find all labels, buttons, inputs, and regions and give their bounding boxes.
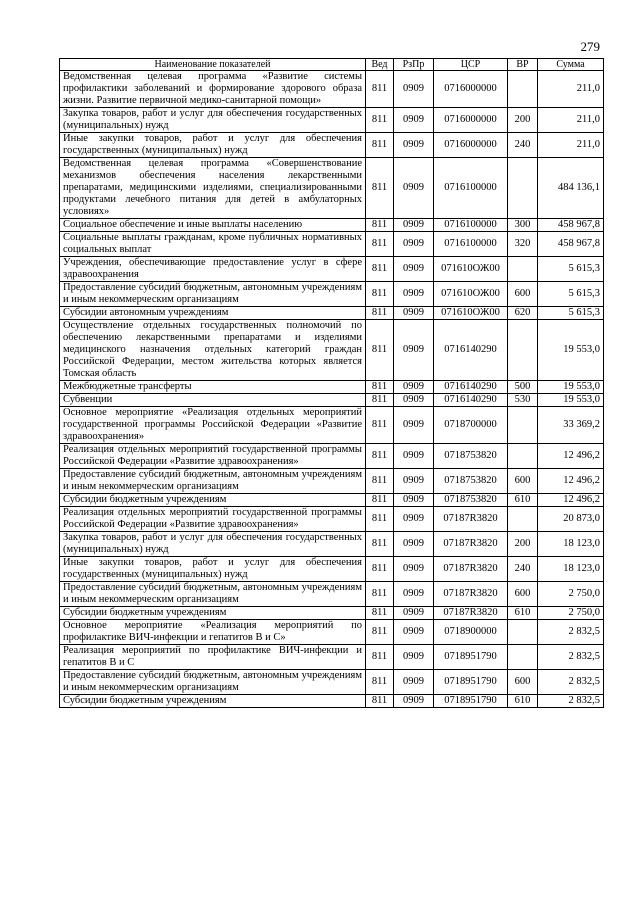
cell-ved: 811 (366, 645, 394, 670)
cell-rzpr: 0909 (394, 219, 434, 232)
cell-sum: 5 615,3 (538, 257, 604, 282)
table-row (60, 469, 604, 494)
table-row (60, 607, 604, 620)
cell-sum: 5 615,3 (538, 307, 604, 320)
cell-csr: 0716140290 (434, 381, 508, 394)
cell-ved: 811 (366, 394, 394, 407)
cell-ved: 811 (366, 670, 394, 695)
cell-name: Субвенции (60, 394, 366, 407)
cell-name: Иные закупки товаров, работ и услуг для обеспечения государственных (муниципальных) нужд (60, 557, 366, 582)
cell-csr: 0718951790 (434, 645, 508, 670)
cell-name: Субсидии бюджетным учреждениям (60, 695, 366, 708)
cell-name: Социальное обеспечение и иные выплаты населению (60, 219, 366, 232)
cell-vr: 200 (508, 108, 538, 133)
table-row (60, 494, 604, 507)
cell-vr: 530 (508, 394, 538, 407)
cell-sum: 458 967,8 (538, 219, 604, 232)
cell-rzpr: 0909 (394, 282, 434, 307)
table-row (60, 670, 604, 695)
header-rzpr: РзПр (394, 59, 434, 71)
cell-vr: 600 (508, 670, 538, 695)
cell-sum: 19 553,0 (538, 381, 604, 394)
cell-csr: 0716100000 (434, 232, 508, 257)
header-csr: ЦСР (434, 59, 508, 71)
cell-ved: 811 (366, 444, 394, 469)
cell-sum: 33 369,2 (538, 407, 604, 444)
cell-rzpr: 0909 (394, 407, 434, 444)
cell-ved: 811 (366, 219, 394, 232)
cell-name: Реализация отдельных мероприятий государственной программы Российской Федерации «Развитие здравоохранения» (60, 507, 366, 532)
cell-csr: 071610ОЖ00 (434, 307, 508, 320)
cell-csr: 071610ОЖ00 (434, 257, 508, 282)
cell-ved: 811 (366, 282, 394, 307)
table-row (60, 320, 604, 381)
table-header-row (60, 59, 604, 71)
cell-vr (508, 645, 538, 670)
cell-name: Предоставление субсидий бюджетным, автономным учреждениям и иным некоммерческим организациям (60, 582, 366, 607)
cell-ved: 811 (366, 469, 394, 494)
table-row (60, 645, 604, 670)
cell-ved: 811 (366, 695, 394, 708)
table-row (60, 407, 604, 444)
table-row (60, 532, 604, 557)
cell-rzpr: 0909 (394, 232, 434, 257)
cell-sum: 18 123,0 (538, 532, 604, 557)
cell-sum: 19 553,0 (538, 320, 604, 381)
cell-csr: 0718900000 (434, 620, 508, 645)
cell-ved: 811 (366, 133, 394, 158)
cell-sum: 12 496,2 (538, 469, 604, 494)
table-row (60, 381, 604, 394)
table-row (60, 695, 604, 708)
cell-csr: 07187R3820 (434, 532, 508, 557)
cell-csr: 0716100000 (434, 158, 508, 219)
cell-rzpr: 0909 (394, 582, 434, 607)
cell-rzpr: 0909 (394, 469, 434, 494)
table-row (60, 507, 604, 532)
cell-name: Субсидии бюджетным учреждениям (60, 607, 366, 620)
cell-sum: 2 832,5 (538, 670, 604, 695)
cell-csr: 0718951790 (434, 695, 508, 708)
cell-ved: 811 (366, 620, 394, 645)
header-sum: Сумма (538, 59, 604, 71)
cell-vr: 620 (508, 307, 538, 320)
cell-name: Предоставление субсидий бюджетным, автономным учреждениям и иным некоммерческим организациям (60, 670, 366, 695)
cell-ved: 811 (366, 507, 394, 532)
cell-vr (508, 507, 538, 532)
cell-rzpr: 0909 (394, 257, 434, 282)
cell-vr (508, 444, 538, 469)
cell-rzpr: 0909 (394, 307, 434, 320)
cell-name: Осуществление отдельных государственных полномочий по обеспечению лекарственными препаратами и изделиями медицинского назначения отдельных категорий граждан Российской Федерации, местом жительства которых является Томская область (60, 320, 366, 381)
cell-rzpr: 0909 (394, 381, 434, 394)
budget-table (59, 58, 604, 708)
cell-rzpr: 0909 (394, 494, 434, 507)
cell-sum: 2 750,0 (538, 607, 604, 620)
table-row (60, 133, 604, 158)
table-row (60, 108, 604, 133)
cell-rzpr: 0909 (394, 670, 434, 695)
cell-rzpr: 0909 (394, 507, 434, 532)
cell-csr: 0716000000 (434, 108, 508, 133)
cell-sum: 458 967,8 (538, 232, 604, 257)
cell-vr: 300 (508, 219, 538, 232)
cell-sum: 12 496,2 (538, 444, 604, 469)
cell-ved: 811 (366, 557, 394, 582)
table-row (60, 620, 604, 645)
cell-sum: 2 832,5 (538, 620, 604, 645)
cell-vr (508, 71, 538, 108)
cell-sum: 2 832,5 (538, 645, 604, 670)
cell-vr (508, 158, 538, 219)
cell-sum: 18 123,0 (538, 557, 604, 582)
cell-vr: 610 (508, 695, 538, 708)
cell-vr: 500 (508, 381, 538, 394)
cell-csr: 0716100000 (434, 219, 508, 232)
cell-sum: 2 750,0 (538, 582, 604, 607)
cell-ved: 811 (366, 320, 394, 381)
cell-csr: 071610ОЖ00 (434, 282, 508, 307)
cell-vr: 600 (508, 282, 538, 307)
cell-vr (508, 620, 538, 645)
cell-ved: 811 (366, 407, 394, 444)
cell-vr: 610 (508, 494, 538, 507)
cell-ved: 811 (366, 71, 394, 108)
table-row (60, 257, 604, 282)
cell-csr: 0718753820 (434, 444, 508, 469)
cell-csr: 0716000000 (434, 71, 508, 108)
cell-rzpr: 0909 (394, 71, 434, 108)
table-row (60, 394, 604, 407)
cell-csr: 0718753820 (434, 469, 508, 494)
cell-ved: 811 (366, 257, 394, 282)
cell-ved: 811 (366, 381, 394, 394)
cell-csr: 0718753820 (434, 494, 508, 507)
cell-csr: 0716140290 (434, 320, 508, 381)
cell-name: Закупка товаров, работ и услуг для обеспечения государственных (муниципальных) нужд (60, 108, 366, 133)
cell-name: Реализация отдельных мероприятий государственной программы Российской Федерации «Развитие здравоохранения» (60, 444, 366, 469)
cell-rzpr: 0909 (394, 158, 434, 219)
cell-name: Основное мероприятие «Реализация отдельных мероприятий государственной программы Российской Федерации «Развитие здравоохранения» (60, 407, 366, 444)
cell-sum: 5 615,3 (538, 282, 604, 307)
cell-name: Учреждения, обеспечивающие предоставление услуг в сфере здравоохранения (60, 257, 366, 282)
cell-name: Иные закупки товаров, работ и услуг для обеспечения государственных (муниципальных) нужд (60, 133, 366, 158)
cell-rzpr: 0909 (394, 320, 434, 381)
table-row (60, 232, 604, 257)
cell-name: Ведомственная целевая программа «Совершенствование механизмов обеспечения населения лекарственными препаратами, медицинскими изделиями, специализированными продуктами лечебного питания для детей в амбулаторных условиях» (60, 158, 366, 219)
cell-vr: 600 (508, 469, 538, 494)
header-vr: ВР (508, 59, 538, 71)
cell-csr: 07187R3820 (434, 557, 508, 582)
cell-name: Основное мероприятие «Реализация мероприятий по профилактике ВИЧ-инфекции и гепатитов В и С» (60, 620, 366, 645)
table-row (60, 71, 604, 108)
cell-name: Предоставление субсидий бюджетным, автономным учреждениям и иным некоммерческим организациям (60, 282, 366, 307)
cell-sum: 19 553,0 (538, 394, 604, 407)
cell-name: Ведомственная целевая программа «Развитие системы профилактики заболеваний и формирование здорового образа жизни. Развитие первичной медико-санитарной помощи» (60, 71, 366, 108)
cell-rzpr: 0909 (394, 645, 434, 670)
cell-rzpr: 0909 (394, 532, 434, 557)
cell-ved: 811 (366, 307, 394, 320)
table-row (60, 557, 604, 582)
cell-csr: 07187R3820 (434, 507, 508, 532)
cell-csr: 07187R3820 (434, 582, 508, 607)
cell-sum: 211,0 (538, 71, 604, 108)
cell-vr: 200 (508, 532, 538, 557)
cell-sum: 484 136,1 (538, 158, 604, 219)
cell-csr: 0716000000 (434, 133, 508, 158)
cell-name: Предоставление субсидий бюджетным, автономным учреждениям и иным некоммерческим организациям (60, 469, 366, 494)
cell-vr: 320 (508, 232, 538, 257)
cell-rzpr: 0909 (394, 607, 434, 620)
cell-vr (508, 320, 538, 381)
cell-sum: 211,0 (538, 108, 604, 133)
cell-rzpr: 0909 (394, 695, 434, 708)
cell-name: Закупка товаров, работ и услуг для обеспечения государственных (муниципальных) нужд (60, 532, 366, 557)
cell-rzpr: 0909 (394, 108, 434, 133)
cell-name: Реализация мероприятий по профилактике ВИЧ-инфекции и гепатитов В и С (60, 645, 366, 670)
cell-csr: 0718951790 (434, 670, 508, 695)
table-row (60, 582, 604, 607)
cell-rzpr: 0909 (394, 133, 434, 158)
cell-sum: 2 832,5 (538, 695, 604, 708)
cell-rzpr: 0909 (394, 557, 434, 582)
cell-rzpr: 0909 (394, 394, 434, 407)
page-number: 279 (580, 39, 600, 54)
cell-vr (508, 407, 538, 444)
cell-csr: 0716140290 (434, 394, 508, 407)
cell-sum: 20 873,0 (538, 507, 604, 532)
cell-vr (508, 257, 538, 282)
table-row (60, 158, 604, 219)
cell-vr: 610 (508, 607, 538, 620)
cell-ved: 811 (366, 582, 394, 607)
cell-name: Субсидии бюджетным учреждениям (60, 494, 366, 507)
cell-vr: 240 (508, 557, 538, 582)
cell-ved: 811 (366, 158, 394, 219)
cell-sum: 211,0 (538, 133, 604, 158)
cell-ved: 811 (366, 108, 394, 133)
cell-ved: 811 (366, 607, 394, 620)
cell-ved: 811 (366, 232, 394, 257)
cell-name: Субсидии автономным учреждениям (60, 307, 366, 320)
cell-rzpr: 0909 (394, 444, 434, 469)
table-row (60, 282, 604, 307)
cell-csr: 0718700000 (434, 407, 508, 444)
table-row (60, 219, 604, 232)
cell-name: Межбюджетные трансферты (60, 381, 366, 394)
cell-sum: 12 496,2 (538, 494, 604, 507)
cell-vr: 240 (508, 133, 538, 158)
cell-csr: 07187R3820 (434, 607, 508, 620)
cell-ved: 811 (366, 532, 394, 557)
header-name: Наименование показателей (60, 59, 366, 71)
header-ved: Вед (366, 59, 394, 71)
cell-ved: 811 (366, 494, 394, 507)
cell-vr: 600 (508, 582, 538, 607)
table-row (60, 307, 604, 320)
table-row (60, 444, 604, 469)
cell-name: Социальные выплаты гражданам, кроме публичных нормативных социальных выплат (60, 232, 366, 257)
cell-rzpr: 0909 (394, 620, 434, 645)
